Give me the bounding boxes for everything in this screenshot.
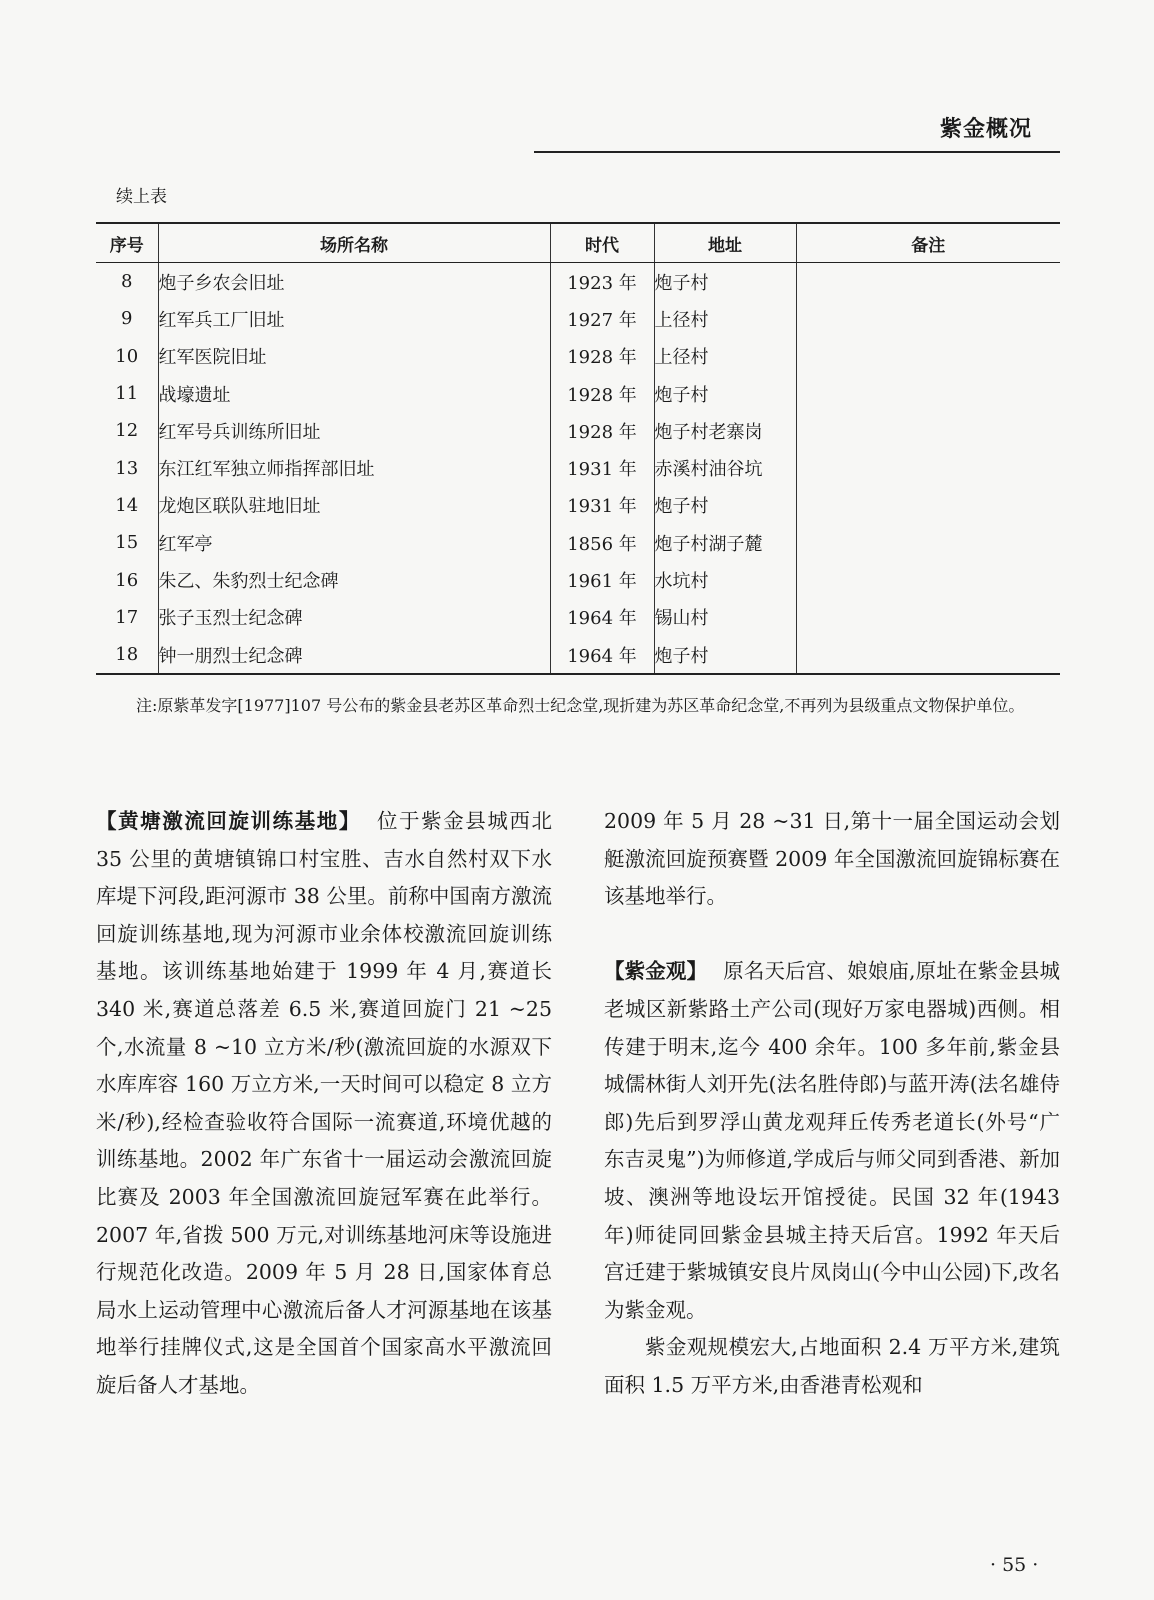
site-name: 张子玉烈士纪念碑: [158, 599, 550, 636]
site-era: 1928 年: [550, 412, 654, 449]
row-number: 10: [96, 338, 158, 375]
site-remark: [796, 412, 1060, 449]
site-name: 钟一朋烈士纪念碑: [158, 636, 550, 674]
table-row: [96, 636, 1060, 674]
table-continued-label: 续上表: [116, 187, 167, 207]
site-era: 1931 年: [550, 487, 654, 524]
table-row: [96, 449, 1060, 486]
site-remark: [796, 375, 1060, 412]
site-era: 1928 年: [550, 375, 654, 412]
entry-zijinguan-lemma: 【紫金观】: [604, 959, 708, 984]
site-remark: [796, 300, 1060, 337]
entry-huangtang-lemma: 【黄塘激流回旋训练基地】: [96, 809, 361, 833]
row-number: 17: [96, 599, 158, 636]
site-remark: [796, 487, 1060, 524]
site-name: 红军兵工厂旧址: [158, 300, 550, 337]
site-era: 1923 年: [550, 263, 654, 301]
site-name: 红军医院旧址: [158, 338, 550, 375]
site-name: 朱乙、朱豹烈士纪念碑: [158, 561, 550, 598]
page-number: · 55 ·: [990, 1554, 1039, 1576]
table-row: [96, 561, 1060, 598]
column-header-address: 地址: [654, 223, 796, 263]
entry-huangtang-continuation: 2009 年 5 月 28 ~31 日,第十一届全国运动会划艇激流回旋预赛暨 2009 年全国激流回旋锦标赛在该基地举行。: [604, 809, 1060, 909]
site-era: 1928 年: [550, 338, 654, 375]
table-body: [96, 263, 1060, 675]
site-remark: [796, 636, 1060, 674]
row-number: 18: [96, 636, 158, 674]
site-era: 1964 年: [550, 636, 654, 674]
site-remark: [796, 561, 1060, 598]
table-row: [96, 263, 1060, 301]
column-header-remark: 备注: [796, 223, 1060, 263]
site-era: 1961 年: [550, 561, 654, 598]
row-number: 15: [96, 524, 158, 561]
row-number: 8: [96, 263, 158, 301]
section-title: 紫金概况: [940, 117, 1033, 142]
right-column: [604, 803, 1060, 1405]
site-remark: [796, 449, 1060, 486]
site-address: 上径村: [654, 338, 796, 375]
site-remark: [796, 263, 1060, 301]
row-number: 16: [96, 561, 158, 598]
site-remark: [796, 524, 1060, 561]
left-column: [96, 803, 552, 1405]
row-number: 9: [96, 300, 158, 337]
site-address: 上径村: [654, 300, 796, 337]
site-name: 东江红军独立师指挥部旧址: [158, 449, 550, 486]
site-address: 炮子村: [654, 636, 796, 674]
row-number: 14: [96, 487, 158, 524]
entry-huangtang-text: 位于紫金县城西北 35 公里的黄塘镇锦口村宝胜、吉水自然村双下水库堤下河段,距河源市 38 公里。前称中国南方激流回旋训练基地,现为河源市业余体校激流回旋训练基地。该训练基地始建于 1999 年 4 月,赛道长 340 米,赛道总落差 6.5 米,赛道回旋门 21 ~25 个,水流量 8 ~10 立方米/秒(激流回旋的水源双下水库库容 160 万立方米,一天时间可以稳定 8 立方米/秒),经检查验收符合国际一流赛道,环境优越的训练基地。2002 年广东省十一届运动会激流回旋比赛及 2003 年全国激流回旋冠军赛在此举行。2007 年,省拨 500 万元,对训练基地河床等设施进行规范化改造。2009 年 5 月 28 日,国家体育总局水上运动管理中心激流后备人才河源基地在该基地举行挂牌仪式,这是全国首个国家高水平激流回旋后备人才基地。: [96, 809, 553, 1397]
header-rule: [534, 151, 1060, 153]
entry-zijinguan: [604, 953, 1060, 1329]
site-address: 炮子村湖子麓: [654, 524, 796, 561]
site-name: 炮子乡农会旧址: [158, 263, 550, 301]
table-row: [96, 599, 1060, 636]
site-address: 赤溪村油谷坑: [654, 449, 796, 486]
entry-zijinguan-text: 原名天后宫、娘娘庙,原址在紫金县城老城区新紫路土产公司(现好万家电器城)西侧。相传建于明末,迄今 400 余年。100 多年前,紫金县城儒林街人刘开先(法名胜侍郎)与蓝开涛(法名雄侍郎)先后到罗浮山黄龙观拜丘传秀老道长(外号“广东吉灵鬼”)为师修道,学成后与师父同到香港、新加坡、澳洲等地设坛开馆授徒。民国 32 年(1943 年)师徒同回紫金县城主持天后宫。1992 年天后宫迁建于紫城镇安良片凤岗山(今中山公园)下,改名为紫金观。: [604, 959, 1061, 1322]
table-row: [96, 412, 1060, 449]
site-era: 1931 年: [550, 449, 654, 486]
row-number: 13: [96, 449, 158, 486]
table-row: [96, 300, 1060, 337]
entry-zijinguan-paragraph2: 紫金观规模宏大,占地面积 2.4 万平方米,建筑面积 1.5 万平方米,由香港青松观和: [604, 1335, 1060, 1397]
site-name: 红军亭: [158, 524, 550, 561]
row-number: 11: [96, 375, 158, 412]
site-address: 炮子村: [654, 375, 796, 412]
table-header-row: [96, 223, 1060, 263]
row-number: 12: [96, 412, 158, 449]
table-row: [96, 375, 1060, 412]
site-era: 1856 年: [550, 524, 654, 561]
table-note: 注:原紫革发字[1977]107 号公布的紫金县老苏区革命烈士纪念堂,现折建为苏区革命纪念堂,不再列为县级重点文物保护单位。: [136, 696, 1025, 715]
site-address: 炮子村老寨岗: [654, 412, 796, 449]
site-name: 战壕遗址: [158, 375, 550, 412]
site-era: 1927 年: [550, 300, 654, 337]
heritage-sites-table: [96, 222, 1060, 675]
table-row: [96, 338, 1060, 375]
site-address: 炮子村: [654, 263, 796, 301]
site-remark: [796, 338, 1060, 375]
site-address: 炮子村: [654, 487, 796, 524]
site-name: 红军号兵训练所旧址: [158, 412, 550, 449]
entry-huangtang: [96, 803, 552, 1405]
site-era: 1964 年: [550, 599, 654, 636]
table-row: [96, 524, 1060, 561]
site-name: 龙炮区联队驻地旧址: [158, 487, 550, 524]
column-header-num: 序号: [96, 223, 158, 263]
column-header-era: 时代: [550, 223, 654, 263]
column-header-name: 场所名称: [158, 223, 550, 263]
site-remark: [796, 599, 1060, 636]
site-address: 锡山村: [654, 599, 796, 636]
site-address: 水坑村: [654, 561, 796, 598]
table-row: [96, 487, 1060, 524]
